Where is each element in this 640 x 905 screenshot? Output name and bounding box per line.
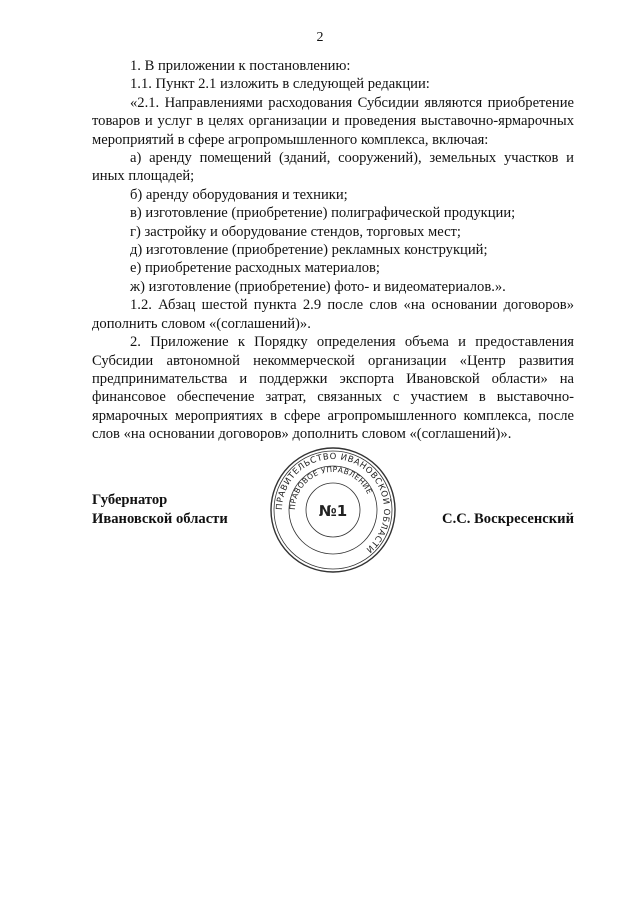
page-number: 2 [316, 30, 324, 45]
signatory-position-line1: Губернатор [92, 492, 168, 508]
paragraph: д) изготовление (приобретение) рекламных конструкций; [130, 242, 488, 259]
paragraph: а) аренду помещений (зданий, сооружений), земельных участков и иных площадей; [92, 150, 574, 185]
paragraph: 1. В приложении к постановлению: [130, 58, 351, 74]
seal-outer-text: ПРАВИТЕЛЬСТВО ИВАНОВСКОЙ ОБЛАСТИ [274, 451, 392, 555]
seal-inner-text: ПРАВОВОЕ УПРАВЛЕНИЕ [287, 464, 375, 511]
paragraph: е) приобретение расходных материалов; [130, 260, 380, 277]
paragraph: ж) изготовление (приобретение) фото- и видеоматериалов.». [130, 278, 506, 295]
paragraph: г) застройку и оборудование стендов, торговых мест; [130, 223, 461, 240]
paragraph: «2.1. Направлениями расходования Субсидии являются приобретение товаров и услуг в целях организации и проведения выставочно-ярмарочных мероприятий в сфере агропромышленного комплекса, включая: [92, 94, 574, 148]
signatory-name: С.С. Воскресенский [442, 511, 574, 527]
official-seal [268, 445, 398, 575]
paragraph: 1.1. Пункт 2.1 изложить в следующей редакции: [130, 76, 430, 93]
seal-center-text: №1 [318, 502, 348, 520]
signatory-position-line2: Ивановской области [92, 511, 228, 527]
paragraph: в) изготовление (приобретение) полиграфической продукции; [130, 205, 516, 222]
signatory-position [92, 491, 228, 529]
paragraph: б) аренду оборудования и техники; [130, 186, 348, 203]
paragraph: 2. Приложение к Порядку определения объема и предоставления Субсидии автономной некоммерческой организации «Центр развития предпринимательства и поддержки экспорта Ивановской области» на финансовое обеспечение затрат, связанных с участием в выставочно-ярмарочных мероприятиях в сфере агропромышленного комплекса, после слов «на основании договоров» дополнить словом «(соглашений)». [92, 334, 574, 443]
paragraph: 1.2. Абзац шестой пункта 2.9 после слов «на основании договоров» дополнить словом «(соглашений)». [92, 297, 574, 332]
document-body [92, 57, 574, 444]
